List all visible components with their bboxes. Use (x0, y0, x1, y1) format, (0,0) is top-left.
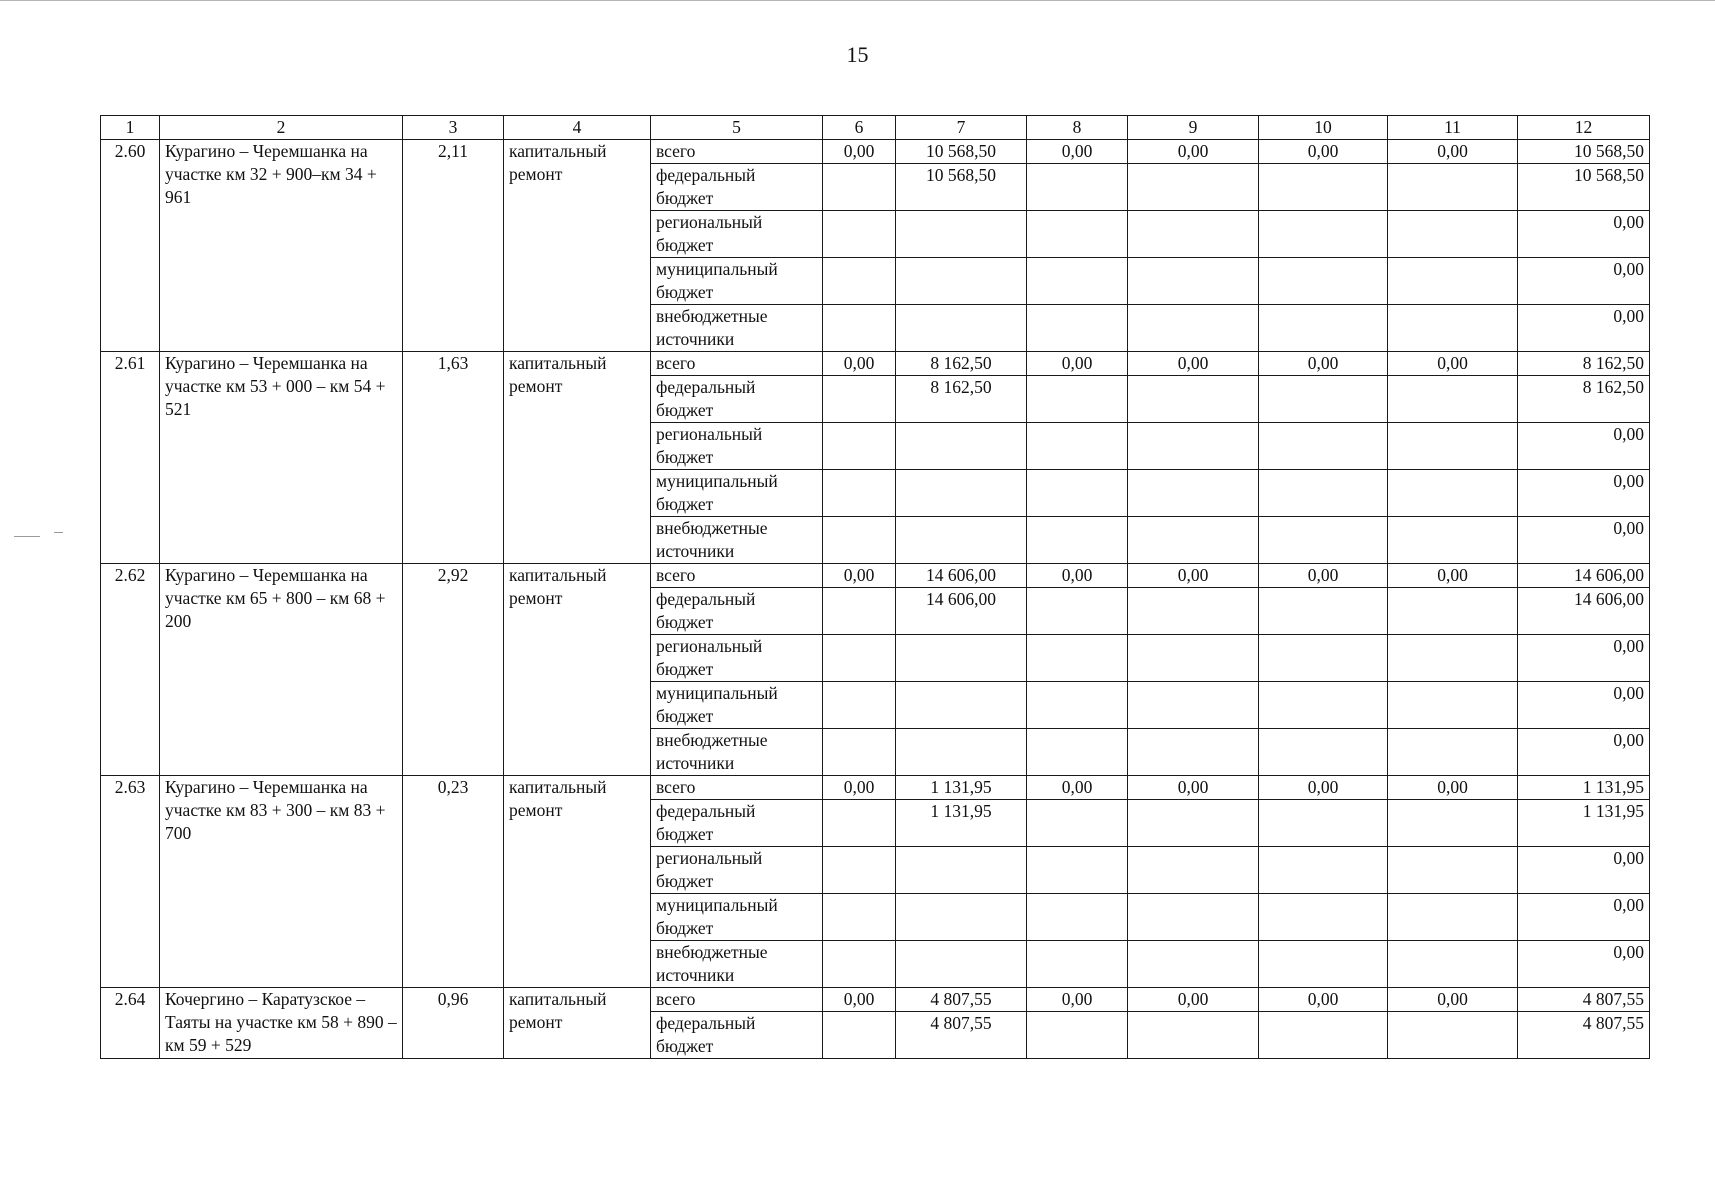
amount-cell: 0,00 (823, 776, 896, 800)
amount-cell (1388, 470, 1518, 517)
amount-cell: 0,00 (1128, 988, 1259, 1012)
amount-cell (823, 211, 896, 258)
amount-cell (1388, 588, 1518, 635)
funding-source: всего (651, 776, 823, 800)
amount-cell (823, 588, 896, 635)
amount-cell (823, 635, 896, 682)
amount-cell (1128, 211, 1259, 258)
amount-cell (896, 894, 1027, 941)
road-section-name: Курагино – Черемшанка на участке км 53 + 000 – км 54 + 521 (160, 352, 403, 564)
amount-cell (1388, 941, 1518, 988)
amount-cell (1388, 517, 1518, 564)
amount-cell: 0,00 (1259, 140, 1388, 164)
row-number: 2.64 (101, 988, 160, 1059)
section-length: 2,11 (403, 140, 504, 352)
column-header: 12 (1518, 116, 1650, 140)
column-header: 3 (403, 116, 504, 140)
amount-cell (1388, 1012, 1518, 1059)
table-row (101, 352, 1650, 376)
amount-cell (1027, 800, 1128, 847)
road-section-name: Курагино – Черемшанка на участке км 83 + 300 – км 83 + 700 (160, 776, 403, 988)
amount-cell: 4 807,55 (1518, 988, 1650, 1012)
amount-cell (1027, 1012, 1128, 1059)
amount-cell: 14 606,00 (896, 564, 1027, 588)
table-row (101, 564, 1650, 588)
amount-cell: 0,00 (1518, 894, 1650, 941)
amount-cell: 0,00 (1518, 258, 1650, 305)
amount-cell (1128, 258, 1259, 305)
amount-cell (1128, 423, 1259, 470)
amount-cell: 0,00 (1128, 776, 1259, 800)
funding-source: региональный бюджет (651, 635, 823, 682)
funding-source: федеральный бюджет (651, 800, 823, 847)
amount-cell: 0,00 (1518, 305, 1650, 352)
column-header: 8 (1027, 116, 1128, 140)
amount-cell (1259, 894, 1388, 941)
column-header: 6 (823, 116, 896, 140)
amount-cell (1128, 305, 1259, 352)
funding-source: региональный бюджет (651, 847, 823, 894)
amount-cell: 14 606,00 (1518, 588, 1650, 635)
amount-cell: 0,00 (1388, 140, 1518, 164)
funding-source: внебюджетные источники (651, 729, 823, 776)
amount-cell: 1 131,95 (896, 800, 1027, 847)
amount-cell: 14 606,00 (896, 588, 1027, 635)
amount-cell (823, 1012, 896, 1059)
amount-cell (1259, 800, 1388, 847)
work-type: капитальный ремонт (504, 988, 651, 1059)
amount-cell: 8 162,50 (896, 376, 1027, 423)
amount-cell (1027, 470, 1128, 517)
amount-cell: 0,00 (1027, 776, 1128, 800)
amount-cell (1388, 423, 1518, 470)
column-header: 10 (1259, 116, 1388, 140)
table-row (101, 140, 1650, 164)
amount-cell (1388, 376, 1518, 423)
amount-cell (1027, 588, 1128, 635)
amount-cell (1128, 847, 1259, 894)
amount-cell: 0,00 (823, 140, 896, 164)
amount-cell: 0,00 (823, 352, 896, 376)
amount-cell (896, 211, 1027, 258)
amount-cell: 10 568,50 (1518, 164, 1650, 211)
funding-source: внебюджетные источники (651, 305, 823, 352)
amount-cell (1259, 258, 1388, 305)
amount-cell: 14 606,00 (1518, 564, 1650, 588)
amount-cell (896, 517, 1027, 564)
amount-cell (1027, 517, 1128, 564)
amount-cell (1128, 941, 1259, 988)
amount-cell: 0,00 (1128, 140, 1259, 164)
amount-cell (1388, 847, 1518, 894)
amount-cell (896, 729, 1027, 776)
column-header: 2 (160, 116, 403, 140)
amount-cell: 0,00 (1518, 635, 1650, 682)
amount-cell (1259, 305, 1388, 352)
amount-cell (1027, 376, 1128, 423)
amount-cell (1259, 517, 1388, 564)
amount-cell (1128, 682, 1259, 729)
funding-source: внебюджетные источники (651, 941, 823, 988)
amount-cell (1128, 517, 1259, 564)
section-length: 0,96 (403, 988, 504, 1059)
amount-cell (896, 682, 1027, 729)
amount-cell (1027, 894, 1128, 941)
amount-cell (1388, 211, 1518, 258)
amount-cell (1027, 164, 1128, 211)
amount-cell: 8 162,50 (1518, 352, 1650, 376)
work-type: капитальный ремонт (504, 140, 651, 352)
amount-cell (1128, 729, 1259, 776)
amount-cell: 4 807,55 (896, 988, 1027, 1012)
road-section-name: Курагино – Черемшанка на участке км 65 + 800 – км 68 + 200 (160, 564, 403, 776)
amount-cell (896, 305, 1027, 352)
work-type: капитальный ремонт (504, 352, 651, 564)
road-section-name: Курагино – Черемшанка на участке км 32 + 900–км 34 + 961 (160, 140, 403, 352)
column-header: 4 (504, 116, 651, 140)
amount-cell (1259, 941, 1388, 988)
amount-cell (1259, 423, 1388, 470)
work-type: капитальный ремонт (504, 564, 651, 776)
funding-source: федеральный бюджет (651, 588, 823, 635)
amount-cell: 0,00 (1518, 847, 1650, 894)
funding-source: федеральный бюджет (651, 1012, 823, 1059)
amount-cell (823, 894, 896, 941)
column-header: 5 (651, 116, 823, 140)
amount-cell (1388, 258, 1518, 305)
amount-cell (1128, 164, 1259, 211)
amount-cell: 0,00 (1259, 988, 1388, 1012)
scan-mark-left (14, 536, 40, 537)
section-length: 1,63 (403, 352, 504, 564)
amount-cell (823, 682, 896, 729)
amount-cell (823, 470, 896, 517)
funding-source: всего (651, 352, 823, 376)
page-number: 15 (846, 42, 869, 67)
amount-cell: 4 807,55 (1518, 1012, 1650, 1059)
amount-cell (1027, 847, 1128, 894)
amount-cell (1388, 164, 1518, 211)
amount-cell (1388, 894, 1518, 941)
table-row (101, 776, 1650, 800)
amount-cell (1027, 729, 1128, 776)
funding-source: муниципальный бюджет (651, 682, 823, 729)
work-type: капитальный ремонт (504, 776, 651, 988)
amount-cell: 0,00 (1518, 517, 1650, 564)
amount-cell: 0,00 (1518, 941, 1650, 988)
amount-cell (1388, 682, 1518, 729)
row-number: 2.62 (101, 564, 160, 776)
amount-cell (1259, 470, 1388, 517)
amount-cell (896, 423, 1027, 470)
amount-cell (1259, 376, 1388, 423)
amount-cell (1259, 1012, 1388, 1059)
amount-cell (1259, 164, 1388, 211)
amount-cell (1259, 729, 1388, 776)
amount-cell: 0,00 (1027, 352, 1128, 376)
amount-cell (1027, 941, 1128, 988)
amount-cell: 0,00 (1027, 140, 1128, 164)
amount-cell: 0,00 (1518, 729, 1650, 776)
amount-cell (1128, 376, 1259, 423)
amount-cell (896, 941, 1027, 988)
amount-cell (823, 376, 896, 423)
amount-cell (823, 305, 896, 352)
scan-top-edge (0, 0, 1715, 1)
row-number: 2.60 (101, 140, 160, 352)
column-header: 7 (896, 116, 1027, 140)
amount-cell (1259, 211, 1388, 258)
amount-cell: 0,00 (1388, 352, 1518, 376)
amount-cell (823, 517, 896, 564)
funding-source: муниципальный бюджет (651, 470, 823, 517)
budget-table (100, 115, 1650, 1059)
amount-cell (823, 423, 896, 470)
column-number-row (101, 116, 1650, 140)
funding-source: муниципальный бюджет (651, 894, 823, 941)
amount-cell (1027, 635, 1128, 682)
amount-cell (1128, 800, 1259, 847)
amount-cell: 1 131,95 (1518, 776, 1650, 800)
amount-cell (1388, 635, 1518, 682)
amount-cell: 0,00 (1518, 470, 1650, 517)
amount-cell: 0,00 (823, 564, 896, 588)
amount-cell (1027, 211, 1128, 258)
amount-cell (1128, 635, 1259, 682)
amount-cell (896, 470, 1027, 517)
scan-mark-left-2 (54, 532, 63, 533)
section-length: 2,92 (403, 564, 504, 776)
amount-cell (1128, 1012, 1259, 1059)
amount-cell: 0,00 (1259, 564, 1388, 588)
amount-cell (823, 847, 896, 894)
amount-cell: 8 162,50 (1518, 376, 1650, 423)
amount-cell (1027, 682, 1128, 729)
amount-cell (1128, 470, 1259, 517)
amount-cell (1027, 305, 1128, 352)
funding-source: федеральный бюджет (651, 376, 823, 423)
column-header: 1 (101, 116, 160, 140)
funding-source: региональный бюджет (651, 211, 823, 258)
amount-cell (896, 258, 1027, 305)
amount-cell: 0,00 (823, 988, 896, 1012)
amount-cell: 0,00 (1388, 564, 1518, 588)
amount-cell: 10 568,50 (1518, 140, 1650, 164)
amount-cell: 0,00 (1518, 682, 1650, 729)
amount-cell (1388, 305, 1518, 352)
amount-cell (1259, 682, 1388, 729)
road-section-name: Кочергино – Каратузское – Таяты на участке км 58 + 890 – км 59 + 529 (160, 988, 403, 1059)
amount-cell (1259, 635, 1388, 682)
amount-cell (1259, 847, 1388, 894)
amount-cell: 10 568,50 (896, 140, 1027, 164)
amount-cell (823, 941, 896, 988)
table-body (101, 116, 1650, 1059)
amount-cell (823, 258, 896, 305)
funding-source: всего (651, 564, 823, 588)
amount-cell: 4 807,55 (896, 1012, 1027, 1059)
row-number: 2.61 (101, 352, 160, 564)
amount-cell (1128, 894, 1259, 941)
amount-cell: 0,00 (1027, 988, 1128, 1012)
amount-cell: 0,00 (1518, 423, 1650, 470)
amount-cell (823, 164, 896, 211)
amount-cell: 1 131,95 (896, 776, 1027, 800)
amount-cell (896, 847, 1027, 894)
amount-cell: 0,00 (1259, 352, 1388, 376)
amount-cell: 8 162,50 (896, 352, 1027, 376)
section-length: 0,23 (403, 776, 504, 988)
amount-cell: 0,00 (1128, 352, 1259, 376)
amount-cell: 0,00 (1388, 988, 1518, 1012)
amount-cell: 0,00 (1388, 776, 1518, 800)
funding-source: внебюджетные источники (651, 517, 823, 564)
funding-source: всего (651, 140, 823, 164)
column-header: 9 (1128, 116, 1259, 140)
amount-cell (823, 800, 896, 847)
funding-source: муниципальный бюджет (651, 258, 823, 305)
amount-cell: 0,00 (1259, 776, 1388, 800)
amount-cell (1388, 800, 1518, 847)
row-number: 2.63 (101, 776, 160, 988)
amount-cell: 10 568,50 (896, 164, 1027, 211)
table-row (101, 988, 1650, 1012)
amount-cell: 0,00 (1128, 564, 1259, 588)
column-header: 11 (1388, 116, 1518, 140)
amount-cell (1128, 588, 1259, 635)
amount-cell (896, 635, 1027, 682)
amount-cell (823, 729, 896, 776)
funding-source: федеральный бюджет (651, 164, 823, 211)
amount-cell (1027, 258, 1128, 305)
funding-source: всего (651, 988, 823, 1012)
amount-cell (1259, 588, 1388, 635)
amount-cell (1388, 729, 1518, 776)
amount-cell (1027, 423, 1128, 470)
amount-cell: 1 131,95 (1518, 800, 1650, 847)
amount-cell: 0,00 (1518, 211, 1650, 258)
amount-cell: 0,00 (1027, 564, 1128, 588)
funding-source: региональный бюджет (651, 423, 823, 470)
